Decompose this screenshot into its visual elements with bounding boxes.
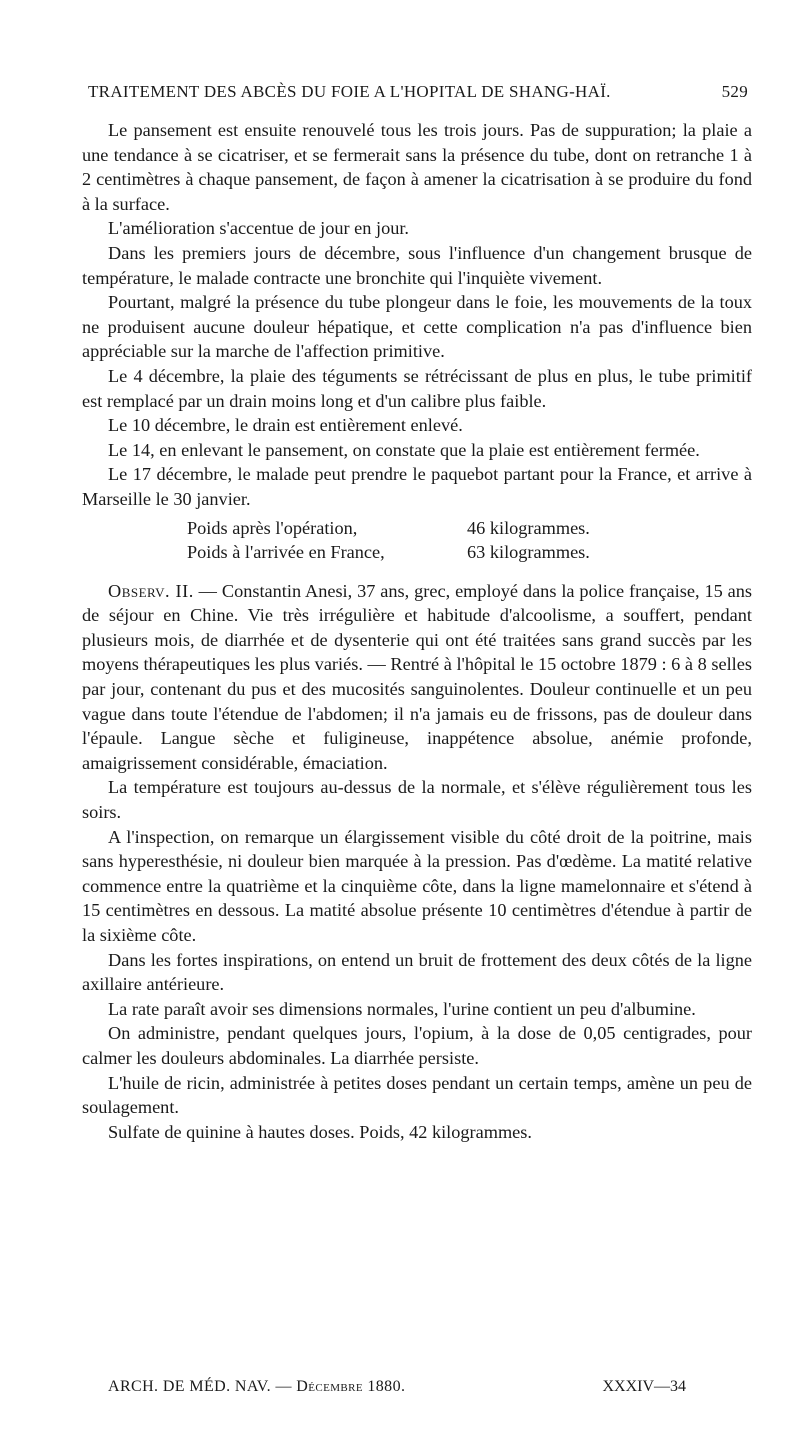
spacer <box>82 569 752 579</box>
weights-table <box>187 516 752 565</box>
paragraph: La température est toujours au-dessus de la normale, et s'élève régulièrement tous les soirs. <box>82 777 752 823</box>
paragraph: Dans les premiers jours de décembre, sous l'influence d'un changement brusque de température, le malade contracte une bronchite qui l'inquiète vivement. <box>82 242 752 288</box>
weights-value: 46 kilogrammes. <box>467 517 590 538</box>
paragraph: Le 17 décembre, le malade peut prendre le paquebot partant pour la France, et arrive à Marseille le 30 janvier. <box>82 464 752 509</box>
weights-row <box>187 516 752 541</box>
body-text <box>82 118 752 1144</box>
paragraph: La rate paraît avoir ses dimensions normales, l'urine contient un peu d'albumine. <box>108 998 696 1019</box>
footer-signature: XXXIV—34 <box>602 1378 686 1395</box>
paragraph: Le 14, en enlevant le pansement, on constate que la plaie est entièrement fermée. <box>108 439 700 460</box>
weights-label: Poids après l'opération, <box>187 517 358 538</box>
running-title: TRAITEMENT DES ABCÈS DU FOIE A L'HOPITAL DE SHANG-HAÏ. <box>88 82 611 101</box>
observation-paragraph <box>82 579 752 776</box>
observation-heading: Observ. II. <box>108 580 194 601</box>
paragraph: On administre, pendant quelques jours, l'opium, à la dose de 0,05 centigrades, pour calmer les douleurs abdominales. La diarrhée persiste. <box>82 1023 752 1068</box>
paragraph: L'huile de ricin, administrée à petites doses pendant un certain temps, amène un peu de soulagement. <box>82 1072 752 1118</box>
paragraph: Le 4 décembre, la plaie des téguments se rétrécissant de plus en plus, le tube primitif est remplacé par un drain moins long et d'un calibre plus faible. <box>82 365 752 411</box>
paragraph: A l'inspection, on remarque un élargissement visible du côté droit de la poitrine, mais sans hyperesthésie, ni douleur bien marquée à la pression. Pas d'œdème. La matité relative commence entre la quatrième et la cinquième côte, dans la ligne mamelonnaire et s'étend à 15 centimètres en dessous. La matité absolue présente 10 centimètres d'étendue à partir de la sixième côte. <box>82 826 752 945</box>
paragraph: Le 10 décembre, le drain est entièrement enlevé. <box>108 415 463 436</box>
weights-value: 63 kilogrammes. <box>467 542 590 563</box>
observation-dash: — <box>193 580 222 601</box>
observation-text: Constantin Anesi, 37 ans, grec, employé dans la police française, 15 ans de séjour en Chine. Vie très irrégulière et habitude d'alcoolisme, a souffert, pendant plusieurs mois, de diarrhée et de dysenterie qui ont été traitées sans grand succès par les moyens thérapeutiques les plus variés. — Rentré à l'hôpital le 15 octobre 1879 : 6 à 8 selles par jour, contenant du pus et des mucosités sanguinolentes. Douleur continuelle et un peu vague dans toute l'étendue de l'abdomen; il n'a jamais eu de frissons, pas de douleur dans l'épaule. Langue sèche et fuligineuse, inappétence absolue, anémie profonde, amaigrissement considérable, émaciation. <box>82 580 752 773</box>
paragraph: Le pansement est ensuite renouvelé tous les trois jours. Pas de suppuration; la plaie a une tendance à se cicatriser, et se fermerait sans la présence du tube, dont on retranche 1 à 2 centimètres à chaque pansement, de façon à amener la cicatrisation à se produire du fond à la surface. <box>82 120 752 214</box>
paragraph: Sulfate de quinine à hautes doses. Poids, 42 kilogrammes. <box>108 1121 532 1142</box>
paragraph: Dans les fortes inspirations, on entend un bruit de frottement des deux côtés de la ligne axillaire antérieure. <box>82 949 752 995</box>
footer-journal: ARCH. DE MÉD. NAV. — Décembre 1880. <box>108 1378 406 1395</box>
paragraph: L'amélioration s'accentue de jour en jour. <box>108 218 410 239</box>
weights-row <box>187 540 752 565</box>
page-number: 529 <box>721 82 748 101</box>
weights-label: Poids à l'arrivée en France, <box>187 542 385 563</box>
paragraph: Pourtant, malgré la présence du tube plongeur dans le foie, les mouvements de la toux ne produisent aucune douleur hépatique, et cette complication n'a pas d'influence bien appréciable sur la marche de l'affection primitive. <box>82 292 752 362</box>
